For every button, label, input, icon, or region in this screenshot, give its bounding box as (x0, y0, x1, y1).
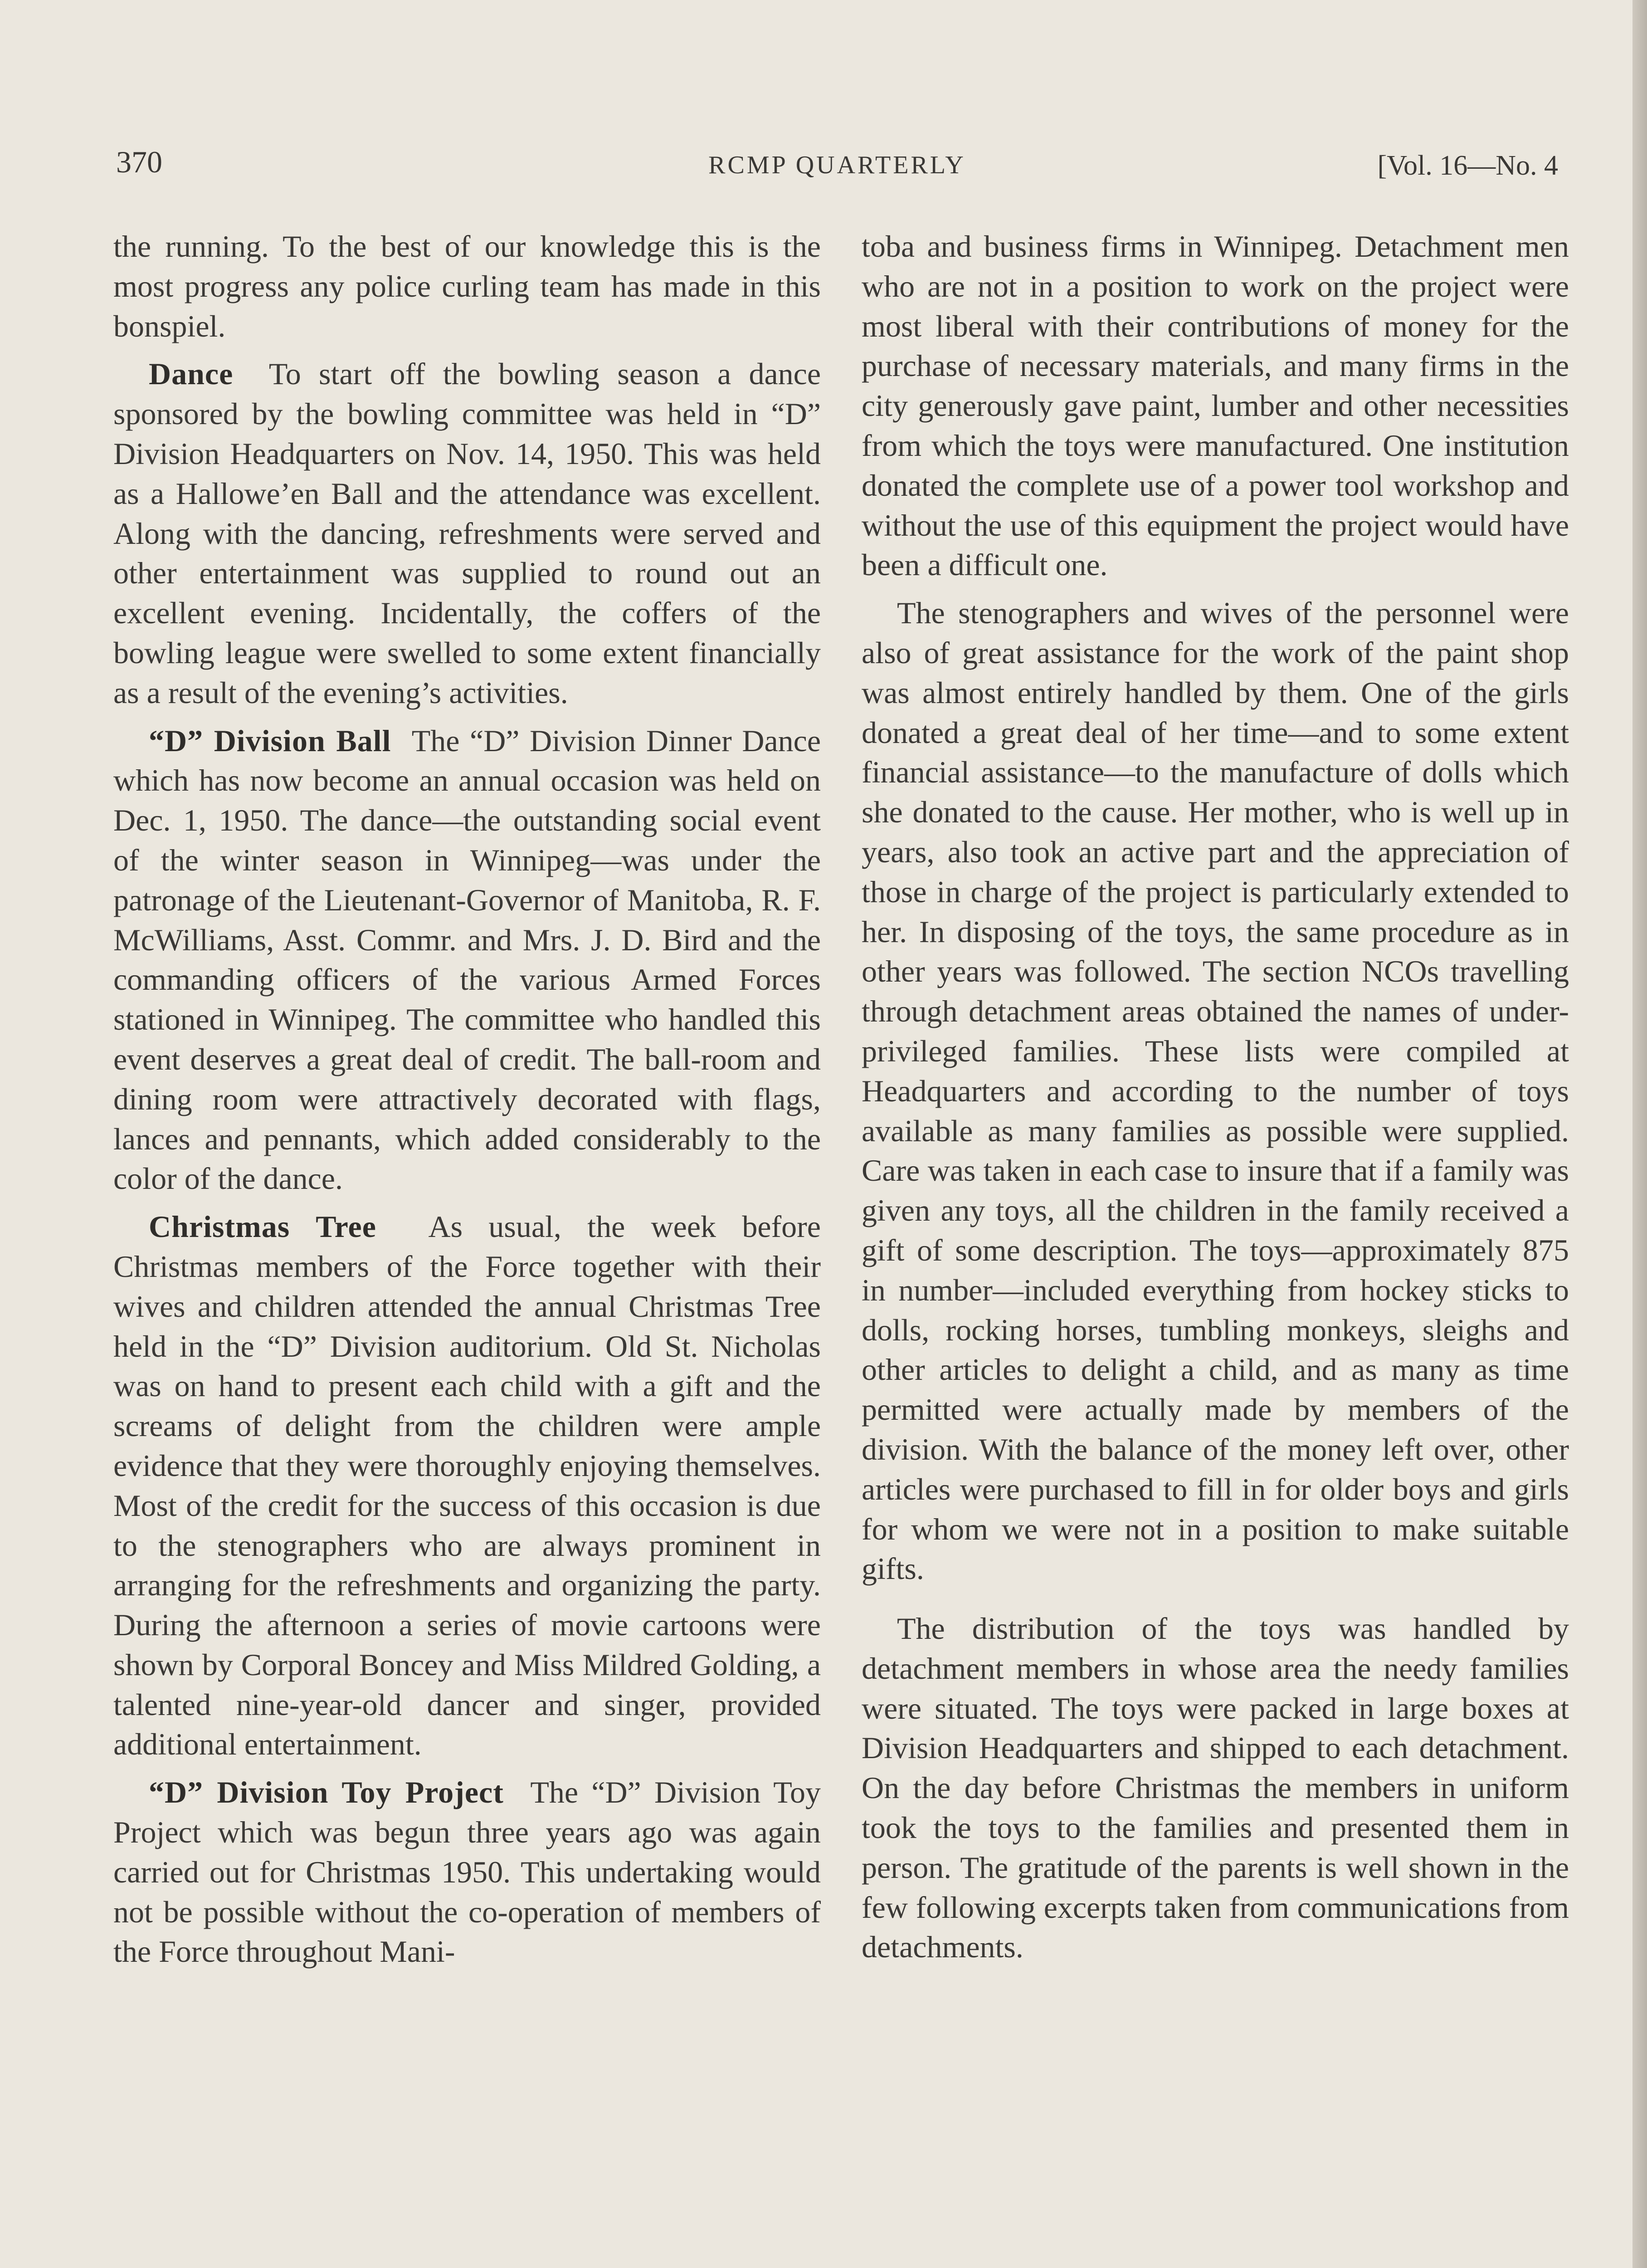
left-column (113, 227, 821, 1980)
journal-title: RCMP QUARTERLY (708, 151, 966, 179)
section-christmas-tree (113, 1207, 821, 1765)
section-text-christmas-tree: As usual, the week before Christmas members of the Force together with their wives and children attended the annual Christmas Tree held in the “D” Division auditorium. Old St. Nicholas was on hand to present each child with a gift and the screams of delight from the children were ample evidence that they were thoroughly enjoying themselves. Most of the credit for the success of this occasion is due to the stenographers who are always prominent in arranging for the refreshments and organizing the party. During the afternoon a series of movie cartoons were shown by Corporal Boncey and Miss Mildred Golding, a talented nine-year-old dancer and singer, provided additional entertainment. (113, 1209, 821, 1762)
section-text-division-ball: The “D” Division Dinner Dance which has now become an annual occasion was held on Dec. 1, 1950. The dance—the outstanding social event of the winter season in Winnipeg—was under the patronage of the Lieutenant-Governor of Manitoba, R. F. McWilliams, Asst. Commr. and Mrs. J. D. Bird and the commanding officers of the various Armed Forces stationed in Winnipeg. The committee who handled this event deserves a great deal of credit. The ball-room and dining room were attractively decorated with flags, lances and pennants, which added considerably to the color of the dance. (113, 723, 821, 1196)
paragraph-distribution: The distribution of the toys was handled by detachment members in whose area the needy families were situated. The toys were packed in large boxes at Division Headquarters and shipped to each detachment. On the day before Christmas the members in uniform took the toys to the families and presented them in person. The gratitude of the parents is well shown in the few following excerpts taken from communications from detachments. (862, 1611, 1569, 1965)
section-heading-dance: Dance (149, 357, 234, 391)
paragraph-stenographers: The stenographers and wives of the personnel were also of great assistance for the work of the paint shop was almost entirely handled by them. One of the girls donated a great deal of her time—and to some extent financial assistance—to the manufacture of dolls which she donated to the cause. Her mother, who is well up in years, also took an active part and the appreciation of those in charge of the project is particularly extended to her. In disposing of the toys, the same procedure as in other years was followed. The section NCOs travelling through detachment areas obtained the names of under-privileged families. These lists were compiled at Headquarters and according to the number of toys available as many families as possible were supplied. Care was taken in each case to insure that if a family was given any toys, all the children in the family received a gift of some description. The toys—approximately 875 in number—included everything from hockey sticks to dolls, rocking horses, tumbling monkeys, sleighs and other articles to delight a child, and as many as time permitted were actually made by members of the division. With the balance of the money left over, other articles were purchased to fill in for older boys and girls for whom we were not in a position to make suitable gifts. (862, 596, 1569, 1586)
section-toy-project (113, 1773, 821, 1972)
paragraph-toy-project-continued: toba and business firms in Winnipeg. Detachment men who are not in a position to work on the project were most liberal with their contributions of money for the purchase of necessary materials, and many firms in the city generously gave paint, lumber and other necessities from which the toys were manufactured. One institution donated the complete use of a power tool workshop and without the use of this equipment the project would have been a difficult one. (862, 229, 1569, 582)
section-text-toy-project: The “D” Division Toy Project which was begun three years ago was again carried out for Christmas 1950. This undertaking would not be possible without the co-operation of members of the Force throughout Mani- (113, 1775, 821, 1969)
volume-issue: [Vol. 16—No. 4 (1377, 150, 1558, 181)
page-number: 370 (116, 145, 162, 179)
section-division-ball (113, 721, 821, 1199)
section-dance (113, 354, 821, 713)
section-heading-division-ball: “D” Division Ball (149, 723, 391, 758)
paragraph-curling-continued: the running. To the best of our knowledge this is the most progress any police curling team has made in this bonspiel. (113, 229, 821, 343)
page-edge-shadow (1632, 0, 1647, 2268)
page-header (116, 144, 1558, 190)
section-heading-toy-project: “D” Division Toy Project (149, 1775, 504, 1810)
section-heading-christmas-tree: Christmas Tree (149, 1209, 376, 1244)
right-column (862, 227, 1569, 1975)
section-text-dance: To start off the bowling season a dance sponsored by the bowling committee was held in “D” Division Headquarters on Nov. 14, 1950. This was held as a Hallowe’en Ball and the attendance was excellent. Along with the dancing, refreshments were served and other entertainment was supplied to round out an excellent evening. Incidentally, the coffers of the bowling league were swelled to some extent financially as a result of the evening’s activities. (113, 357, 821, 710)
